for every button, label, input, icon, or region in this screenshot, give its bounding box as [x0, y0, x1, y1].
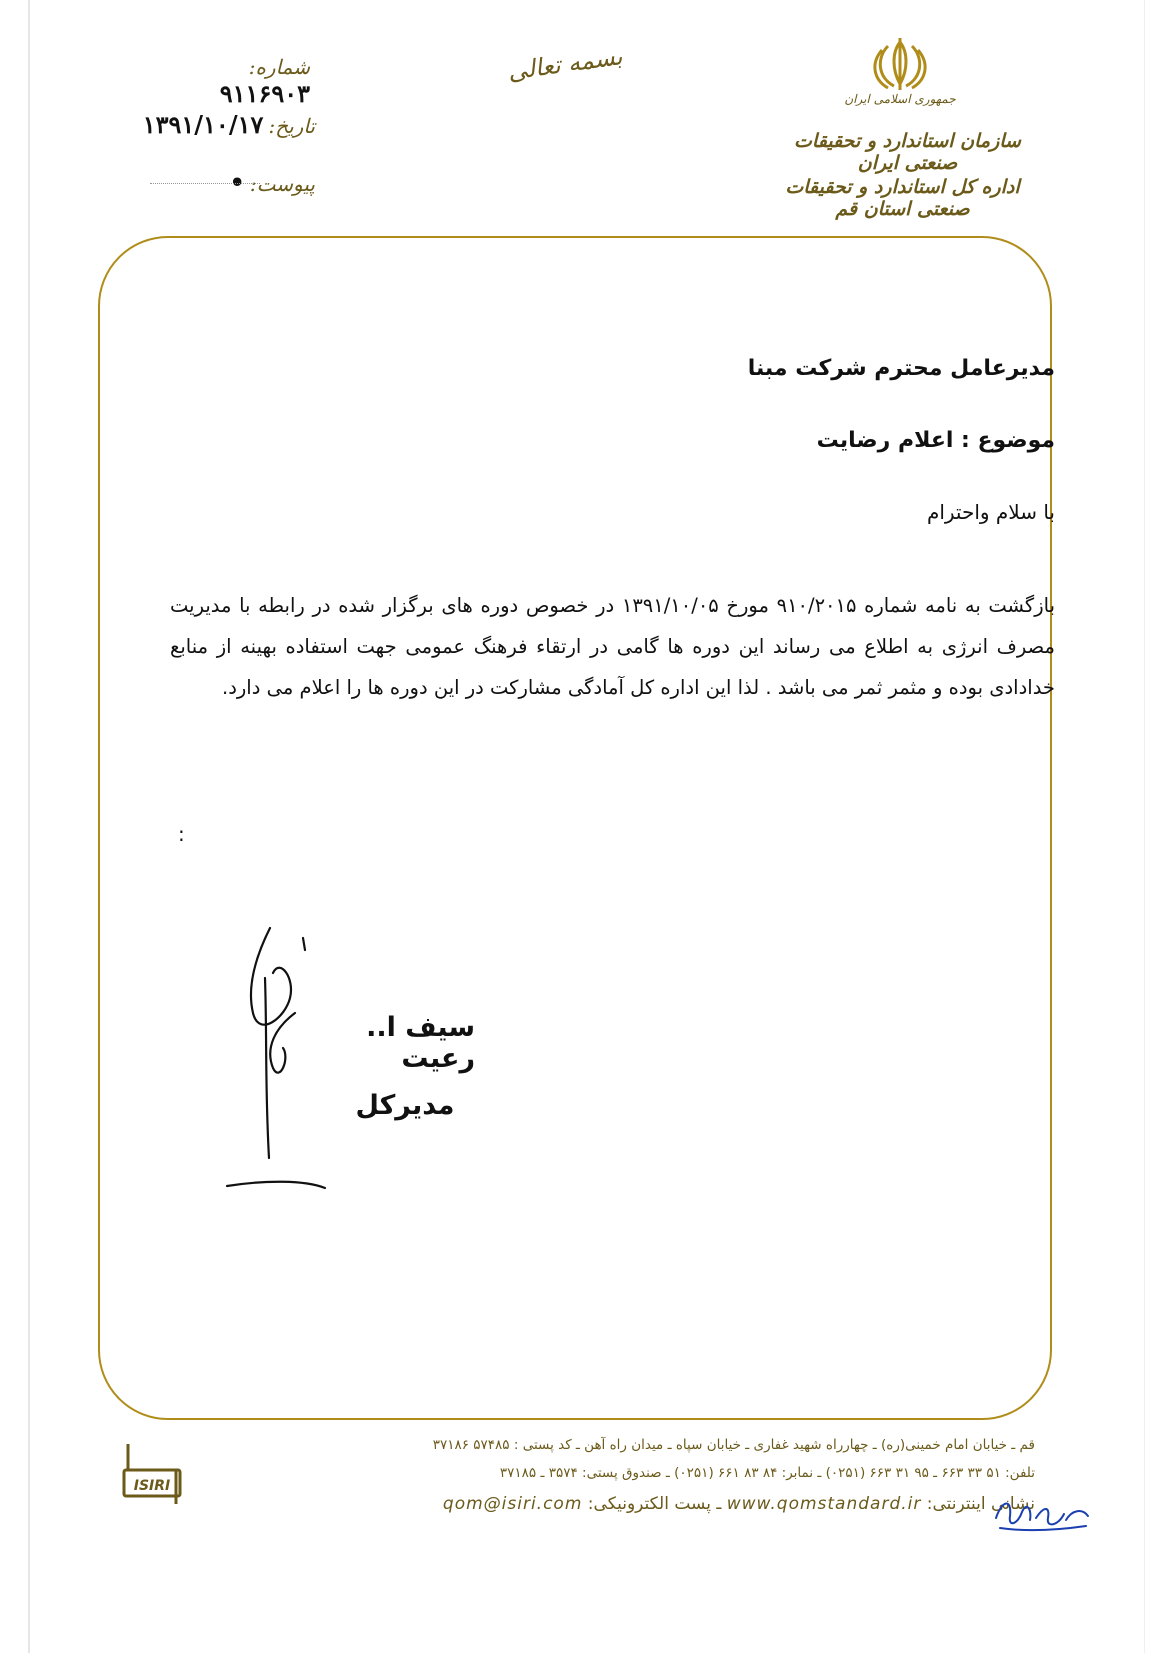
footer-address: قم ـ خیابان امام خمینی(ره) ـ چهارراه شهید غفاری ـ خیابان سپاه ـ میدان راه آهن ـ کد پستی : ۵۷۴۸۵ ۳۷۱۸۶ — [432, 1437, 1035, 1453]
department-name: اداره کل استاندارد و تحقیقات صنعتی استان قم — [785, 176, 1020, 220]
letter-date — [140, 110, 315, 139]
number-label: شماره: — [248, 55, 310, 79]
organization-name: سازمان استاندارد و تحقیقات صنعتی ایران — [794, 130, 1021, 174]
footer-phones: تلفن: ۵۱ ۳۳ ۶۶۳ ـ ۹۵ ۳۱ ۶۶۳ (۰۲۵۱) ـ نمابر: ۸۴ ۸۳ ۶۶۱ (۰۲۵۱) ـ صندوق پستی: ۳۵۷۴ ـ ۳۷۱۸۵ — [499, 1465, 1035, 1481]
signer-title: مدیرکل — [355, 1090, 455, 1121]
iran-emblem-icon — [870, 36, 930, 92]
email-label: پست الکترونیکی: — [587, 1494, 711, 1514]
greeting-line: با سلام واحترام — [926, 500, 1055, 524]
recipient-line: مدیرعامل محترم شرکت مبنا — [747, 356, 1055, 381]
scan-edge — [28, 0, 30, 1653]
colon-mark: : — [178, 822, 185, 846]
letter-number — [160, 55, 310, 108]
letter-paragraph: بازگشت به نامه شماره ۹۱۰/۲۰۱۵ مورخ ۱۳۹۱/۱۰/۰۵ در خصوص دوره های برگزار شده در رابطه با مدیریت مصرف انرژی به اطلاع می رساند این دوره ها گامی در ارتقاء فرهنگ عمومی جهت استفاده بهینه از منابع خدادادی بوده و مثمر ثمر می باشد . لذا این اداره کل آمادگی مشارکت در این دوره ها را اعلام می دارد. — [170, 594, 1056, 699]
handnote-text: بایگانی — [1038, 1534, 1042, 1535]
scan-edge-right — [1144, 0, 1145, 1653]
footer-web: نشانی اینترنتی: www.qomstandard.ir ـ پست الکترونیکی: qom@isiri.com — [442, 1494, 1035, 1514]
web-url[interactable]: www.qomstandard.ir — [726, 1494, 922, 1514]
email-address[interactable]: qom@isiri.com — [442, 1494, 583, 1514]
handwritten-blue-note — [988, 1488, 1093, 1536]
subject-line: موضوع : اعلام رضایت — [816, 428, 1055, 453]
handwritten-signature — [225, 918, 350, 1198]
bismillah-heading: بسمه تعالی — [505, 42, 625, 86]
isiri-logo-text: ISIRI — [133, 1478, 171, 1494]
attachment-dotline — [150, 183, 260, 184]
date-value: ۱۳۹۱/۱۰/۱۷ — [142, 110, 264, 139]
number-value: ۹۱۱۶۹۰۳ — [219, 79, 310, 108]
letter-frame — [98, 236, 1052, 1420]
signer-name: سیف ا.. رعیت — [366, 1012, 475, 1074]
isiri-logo-icon — [118, 1440, 186, 1508]
date-label: تاریخ: — [268, 114, 315, 138]
attachment-value: • — [229, 168, 245, 197]
web-label: نشانی اینترنتی: — [926, 1494, 1035, 1514]
country-name: جمهوری اسلامی ایران — [844, 92, 956, 106]
attachment-label: پیوست: — [249, 172, 315, 196]
